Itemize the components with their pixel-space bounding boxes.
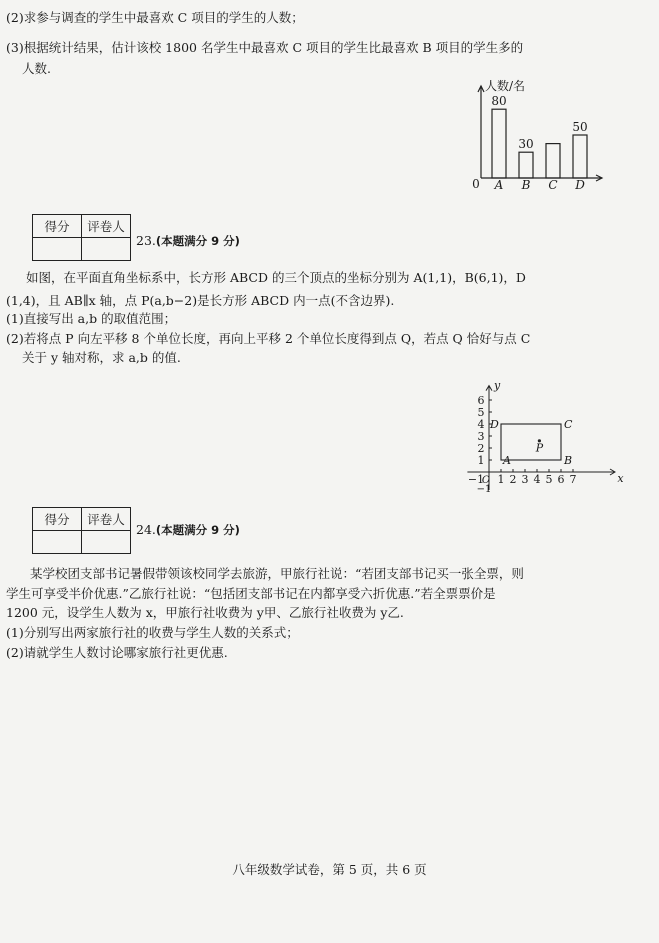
y-tick-label: 1 [477, 454, 485, 467]
q24-text-line1: 某学校团支部书记暑假带领该校同学去旅游，甲旅行社说：“若团支部书记买一张全票，则 [30, 566, 524, 581]
x-tick-label: 3 [521, 473, 529, 486]
q24-text-line2: 学生可享受半价优惠.”乙旅行社说：“包括团支部书记在内都享受六折优惠.”若全票票价是 [6, 586, 496, 601]
chart-y-arrow [478, 86, 484, 92]
bar-C [546, 144, 560, 178]
bar-value-label: 80 [491, 94, 507, 109]
y-tick-label: 6 [477, 394, 485, 407]
q23-number: 23. [136, 233, 156, 248]
x-tick-label: A [494, 178, 504, 192]
x-tick-label: 5 [545, 473, 553, 486]
x-tick-label: C [548, 178, 558, 192]
neg-y-label: −1 [476, 484, 492, 495]
point-B-label: B [564, 454, 573, 467]
q22-part3-line1: (3)根据统计结果，估计该校 1800 名学生中最喜欢 C 项目的学生比最喜欢 B 项目的学生多的 [6, 40, 524, 55]
q24-points: (本题满分 9 分) [155, 523, 240, 537]
coord-x-label: x [617, 472, 624, 485]
grader-cell [82, 531, 131, 554]
q24-header [136, 522, 240, 538]
point-C-label: C [564, 418, 573, 431]
coord-y-label: y [494, 378, 501, 392]
q23-part2-line2: 关于 y 轴对称，求 a,b 的值. [22, 350, 181, 365]
chart-origin-label: 0 [472, 177, 480, 191]
score-cell [33, 531, 82, 554]
y-tick-label: 3 [477, 430, 485, 443]
score-cell [33, 238, 82, 261]
grader-label: 评卷人 [82, 508, 131, 531]
x-tick-label: D [575, 178, 585, 192]
q23-part1: (1)直接写出 a,b 的取值范围； [6, 311, 177, 326]
q23-text-line1: 如图，在平面直角坐标系中，长方形 ABCD 的三个顶点的坐标分别为 A(1,1)，B(6,1)，D [26, 270, 526, 285]
coordinate-plot [455, 364, 625, 494]
q24-part2: (2)请就学生人数讨论哪家旅行社更优惠. [6, 645, 228, 660]
y-tick-label: 2 [477, 442, 485, 455]
y-tick-label: 4 [477, 418, 485, 431]
point-P-label: P [535, 441, 544, 455]
page-footer: 八年级数学试卷，第 5 页，共 6 页 [232, 862, 427, 877]
y-tick-label: 5 [477, 406, 485, 419]
neg-x-label: −1 [467, 473, 485, 486]
bar-A [492, 109, 506, 178]
q22-part2: (2)求参与调查的学生中最喜欢 C 项目的学生的人数； [6, 10, 304, 25]
q23-text-line2: (1,4)，且 AB∥x 轴，点 P(a,b−2)是长方形 ABCD 内一点(不含边界). [6, 293, 395, 308]
grader-label: 评卷人 [82, 215, 131, 238]
chart-x-arrow [596, 175, 602, 181]
chart-ylabel: 人数/名 [485, 79, 526, 93]
q22-part3-line2: 人数. [22, 61, 51, 76]
q23-points: (本题满分 9 分) [155, 234, 240, 248]
bar-B [519, 152, 533, 178]
q23-header [136, 233, 240, 249]
point-D-label: D [490, 418, 499, 431]
bar-value-label: 30 [518, 137, 534, 152]
score-label: 得分 [33, 508, 82, 531]
q24-number: 24. [136, 522, 156, 537]
x-tick-label: B [521, 178, 531, 192]
score-label: 得分 [33, 215, 82, 238]
grader-cell [82, 238, 131, 261]
x-tick-label: 4 [533, 473, 541, 486]
score-box-q24 [32, 507, 131, 554]
q24-part1: (1)分别写出两家旅行社的收费与学生人数的关系式； [6, 625, 299, 640]
bar-value-label: 50 [572, 120, 588, 134]
x-tick-label: 1 [497, 473, 505, 486]
origin-label: O [481, 475, 491, 486]
q24-text-line3: 1200 元，设学生人数为 x，甲旅行社收费为 y甲、乙旅行社收费为 y乙. [6, 605, 404, 620]
x-tick-label: 7 [569, 473, 577, 486]
bar-D [573, 135, 587, 178]
x-tick-label: 2 [509, 473, 517, 486]
score-box-q23 [32, 214, 131, 261]
point-A-label: A [503, 454, 511, 467]
x-tick-label: 6 [557, 473, 565, 486]
q23-part2-line1: (2)若将点 P 向左平移 8 个单位长度，再向上平移 2 个单位长度得到点 Q，若点 Q 恰好与点 C [6, 331, 531, 346]
